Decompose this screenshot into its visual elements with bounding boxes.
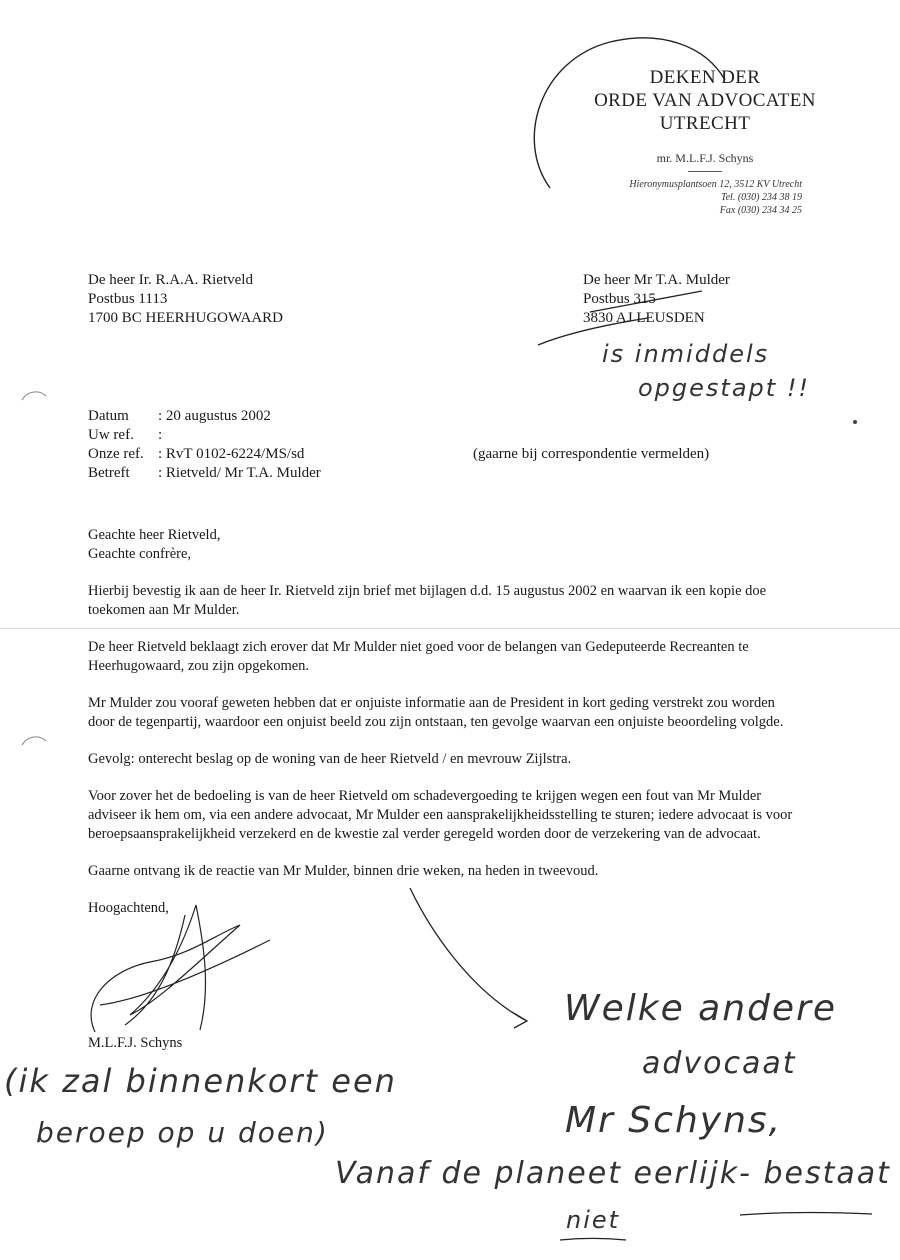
handwritten-note-left-1: (ik zal binnenkort een xyxy=(4,1062,397,1100)
uwref-label: Uw ref. xyxy=(88,427,134,443)
underline-bestaat xyxy=(740,1213,872,1215)
onzeref-label: Onze ref. xyxy=(88,446,144,462)
correspondence-note: (gaarne bij correspondentie vermelden) xyxy=(473,446,710,462)
handwritten-note-right-5: niet xyxy=(566,1206,621,1234)
handwritten-note-right-2: advocaat xyxy=(642,1046,797,1081)
betreft-value: : Rietveld/ Mr T.A. Mulder xyxy=(158,465,321,481)
paragraph-4: Gevolg: onterecht beslag op de woning van de heer Rietveld / en mevrouw Zijlstra. xyxy=(88,751,572,767)
paragraph-1: Hierbij bevestig ik aan de heer Ir. Rietveld zijn brief met bijlagen d.d. 15 augustus 2002 en waarvan ik een kopie doe toekomen aan Mr Mulder. xyxy=(88,583,767,618)
onzeref-value: : RvT 0102-6224/MS/sd xyxy=(158,446,305,462)
letterhead-name: mr. M.L.F.J. Schyns xyxy=(656,151,754,165)
letterhead-line3: UTRECHT xyxy=(659,113,751,134)
salutation-2: Geachte confrère, xyxy=(88,546,192,562)
paragraph-6: Gaarne ontvang ik de reactie van Mr Mulder, binnen drie weken, na heden in tweevoud. xyxy=(88,863,599,879)
recipient-left-city: 1700 BC HEERHUGOWAARD xyxy=(88,310,283,326)
letterhead-line2: ORDE VAN ADVOCATEN xyxy=(594,90,816,111)
handwritten-note-right-4: Vanaf de planeet eerlijk- bestaat xyxy=(335,1156,891,1191)
recipient-right-city: 3830 AJ LEUSDEN xyxy=(583,310,705,326)
strikethrough-postbus xyxy=(590,291,702,312)
paragraph-2: De heer Rietveld beklaagt zich erover dat Mr Mulder niet goed voor de belangen van Gedeputeerde Recreanten te Heerhugowaard, zou zijn opgekomen. xyxy=(88,639,749,674)
salutation-1: Geachte heer Rietveld, xyxy=(88,527,221,543)
letterhead-fax: Fax (030) 234 34 25 xyxy=(719,205,802,216)
paragraph-3: Mr Mulder zou vooraf geweten hebben dat er onjuiste informatie aan de President in kort geding verstrekt zou worden door de tegenpartij, waardoor een onjuist beeld zou zijn ontstaan, ten gevolge waarvan een onjuiste beoordeling volgde. xyxy=(88,695,784,730)
arrow-stroke xyxy=(410,888,525,1020)
recipient-right-postbus: Postbus 315 xyxy=(583,291,656,307)
handwritten-note-top-2: opgestapt !! xyxy=(638,374,811,402)
betreft-label: Betreft xyxy=(88,465,130,481)
handwritten-note-right-1: Welke andere xyxy=(564,988,838,1029)
recipient-right-name: De heer Mr T.A. Mulder xyxy=(583,272,730,288)
handwritten-note-left-2: beroep op u doen) xyxy=(36,1116,329,1149)
letterhead-tel: Tel. (030) 234 38 19 xyxy=(720,192,802,203)
punch-hole-bottom xyxy=(22,737,46,745)
letterhead-line1: DEKEN DER xyxy=(649,67,761,88)
datum-label: Datum xyxy=(88,408,129,424)
letterhead-arc xyxy=(534,38,725,188)
paragraph-5: Voor zover het de bedoeling is van de heer Rietveld om schadevergoeding te krijgen wegen een fout van Mr Mulder adviseer ik hem om, via een andere advocaat, Mr Mulder een aansprakelijkheidsstelling te sturen; iedere advocaat is voor beroepsaansprakelijkheid verzekerd en de kwestie zal verder geregeld worden door de verzekering van de advocaat. xyxy=(88,788,793,842)
strikethrough-city xyxy=(538,318,648,345)
recipient-left-postbus: Postbus 1113 xyxy=(88,291,168,307)
signer-name: M.L.F.J. Schyns xyxy=(88,1035,183,1051)
punch-hole-top xyxy=(22,392,46,400)
handwritten-note-right-3: Mr Schyns, xyxy=(565,1100,783,1141)
underline-niet xyxy=(560,1239,626,1241)
recipient-left-name: De heer Ir. R.A.A. Rietveld xyxy=(88,272,253,288)
signature-stroke xyxy=(91,905,270,1032)
uwref-value: : xyxy=(158,427,163,443)
closing: Hoogachtend, xyxy=(88,900,169,916)
pen-dot xyxy=(853,420,857,424)
handwritten-note-top-1: is inmiddels xyxy=(602,340,770,368)
letterhead-address: Hieronymusplantsoen 12, 3512 KV Utrecht xyxy=(629,179,802,190)
datum-value: : 20 augustus 2002 xyxy=(158,408,271,424)
